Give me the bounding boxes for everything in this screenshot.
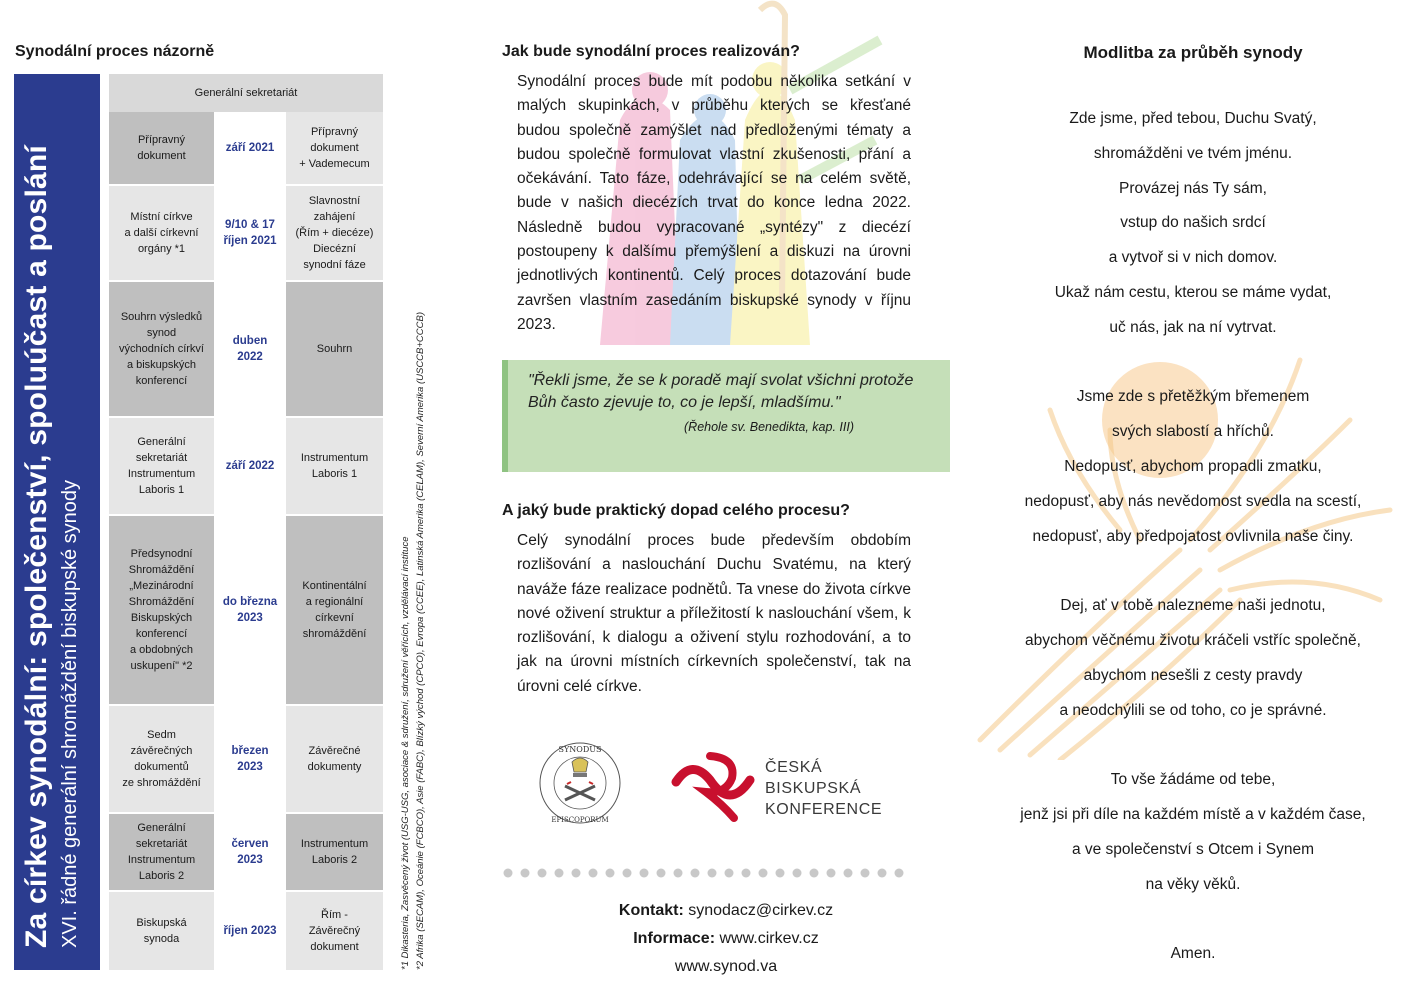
cbk-line-2: BISKUPSKÁ [765,780,862,797]
timeline-row-date: březen 2023 [231,745,269,773]
timeline-row-date: 9/10 & 17 říjen 2021 [223,219,277,247]
timeline-row-left: Sedm závěrečných dokumentů ze shromáždění [109,706,214,812]
prayer-line: svých slabostí a hříchů. [1112,423,1274,441]
timeline-row-right: Kontinentální a regionální církevní shromáždění [286,516,383,704]
timeline-row-date: říjen 2023 [223,925,277,937]
timeline-row-date: září 2022 [225,460,275,472]
timeline-row-right: Souhrn [286,282,383,416]
prayer-title: Modlitba za průběh synody [1083,43,1303,62]
timeline-row-right: Slavnostní zahájení (Řím + diecéze) Diecézní synodní fáze [286,186,383,280]
info-label: Informace: [633,930,716,947]
timeline-row-date: do března 2023 [222,596,278,624]
timeline-row-date: září 2021 [225,142,275,154]
timeline-row-left: Místní církve a další církevní orgány *1 [109,186,214,280]
timeline-row-right: Instrumentum Laboris 1 [286,418,383,514]
left-panel-title: Synodální proces názorně [15,43,215,60]
synod-website-link[interactable]: www.synod.va [674,958,778,975]
prayer-line: To vše žádáme od tebe, [1110,771,1276,789]
prayer-line: a ve společenství s Otcem i Synem [1071,840,1315,858]
footnote-1: *1 Dikasteria, Zasvěcený život (USG-USG, asociace & sdružení, sdružení věřících, vzdělávací instituce [400,536,411,970]
timeline-row-left: Přípravný dokument [109,112,214,184]
dotted-divider [503,868,913,878]
timeline-row-right: Instrumentum Laboris 2 [286,814,383,890]
prayer-line: Jsme zde s přetěžkým břemenem [1076,388,1310,406]
prayer-line: Dej, ať v tobě nalezneme naši jednotu, [1060,597,1326,615]
cbk-logo [670,752,756,822]
info-website-link[interactable]: www.cirkev.cz [719,930,819,947]
prayer-line: vstup do našich srdcí [1120,214,1266,232]
banner-subtitle: XVI. řádné generální shromáždění biskupské synody [59,479,81,948]
prayer-line [990,902,1396,937]
timeline-row-right: Závěrečné dokumenty [286,706,383,812]
prayer-line: nedopusť, aby předpojatost ovlivnila naše činy. [1032,527,1354,545]
prayer-line [990,554,1396,589]
quote-text: "Řekli jsme, že se k poradě mají svolat všichni protože Bůh často zjevuje to, co je lepší, mladšímu." [528,372,914,411]
timeline-row-right: Přípravný dokument + Vademecum [286,112,383,184]
footnote-2: *2 Afrika (SECAM), Oceánie (FCBCO), Asie (FABC), Blízký východ (CPCO), Evropa (CCEE), Latinská Amerika (CELAM), Severní Amerika (USCCB+CCCB) [415,311,426,970]
svg-text:EPISCOPORUM: EPISCOPORUM [551,816,609,824]
paragraph-realization: Synodální proces bude mít podobu několika setkání v malých skupinkách, v průběhu kterých se křesťané budou společně zamýšlet nad předloženými tématy a budou společně formulovat vlastní zkušenosti, přání a očekávání. Tato fáze, odehrávající se na celém světě, bude v našich diecézích trvat do konce ledna 2022. Následně budou vypracované „syntézy" z diecézí postoupeny k dalšímu přemýšlení a diskuzi na úrovni jednotlivých kontinentů. Celý proces dotazování bude završen vlastním zasedáním biskupské synody v říjnu 2023. [517,73,911,333]
prayer-line: a vytvoř si v nich domov. [1108,249,1278,267]
timeline-row-date: červen 2023 [231,838,269,866]
prayer-line: abychom nesešli z cesty pravdy [1083,666,1303,684]
prayer-line: nedopusť, aby nás nevědomost svedla na scestí, [1024,492,1362,510]
prayer-line: abychom věčnému životu kráčeli vstříc společně, [1025,631,1361,649]
prayer-line [990,728,1396,763]
timeline-row-left: Generální sekretariát Instrumentum Laboris 2 [109,814,214,890]
cbk-line-1: ČESKÁ [765,759,823,776]
section-heading-impact: A jaký bude praktický dopad celého procesu? [502,502,850,519]
prayer-line [990,346,1396,381]
footnotes [398,300,434,970]
prayer-line: Ukaž nám cestu, kterou se máme vydat, [1054,283,1332,301]
contact-email-link[interactable]: synodacz@cirkev.cz [688,902,834,919]
svg-text:SYNODUS: SYNODUS [558,745,602,754]
timeline-row-date: duben 2022 [232,335,268,363]
cbk-line-3: KONFERENCE [765,801,883,818]
timeline-row-left: Generální sekretariát Instrumentum Laboris 1 [109,418,214,514]
prayer-line: na věky věků. [1145,875,1241,893]
timeline-row-left: Předsynodní Shromáždění „Mezinárodní Shromáždění Biskupských konferencí a obdobných uskupení" *2 [109,516,214,704]
banner-title: Za církev synodální: společenství, spoluúčast a poslání [20,145,53,948]
timeline-row-right: Řím - Závěrečný dokument [286,892,383,970]
cbk-name [765,757,882,820]
prayer-line: uč nás, jak na ní vytrvat. [1109,318,1277,336]
prayer-line: Provázej nás Ty sám, [1119,179,1267,197]
prayer-line: jenž jsi při díle na každém místě a v každém čase, [1020,805,1366,823]
prayer-line: Amen. [1170,945,1216,963]
timeline-row-left: Biskupská synoda [109,892,214,970]
prayer-line: shromážděni ve tvém jménu. [1093,144,1293,162]
contact-block [502,897,950,981]
synodus-episcoporum-logo [537,740,623,826]
timeline-row-left: Souhrn výsledků synod východních církví a biskupských konferencí [109,282,214,416]
timeline-header: Generální sekretariát [109,74,383,112]
prayer-text [990,102,1396,972]
quote-box [502,360,950,472]
section-heading-realization: Jak bude synodální proces realizován? [502,43,800,60]
vertical-banner [14,74,100,970]
contact-label: Kontakt: [618,902,684,919]
quote-source: (Řehole sv. Benedikta, kap. III) [684,420,854,434]
timeline-table [109,74,383,970]
prayer-line: Nedopusť, abychom propadli zmatku, [1064,457,1322,475]
prayer-line: a neodchýlili se od toho, co je správné. [1059,701,1327,719]
paragraph-impact: Celý synodální proces bude především obdobím rozlišování a naslouchání Duchu Svatému, na který naváže fáze realizace podnětů. Ta vnese do života církve nové oživení struktur a příležitostí k naslouchání všem, k rozlišování, k dialogu a oživení stylu rozhodování, a to jak na úrovni místních církevních společenství, tak na úrovni celé církve. [517,532,911,695]
prayer-line: Zde jsme, před tebou, Duchu Svatý, [1069,110,1317,127]
